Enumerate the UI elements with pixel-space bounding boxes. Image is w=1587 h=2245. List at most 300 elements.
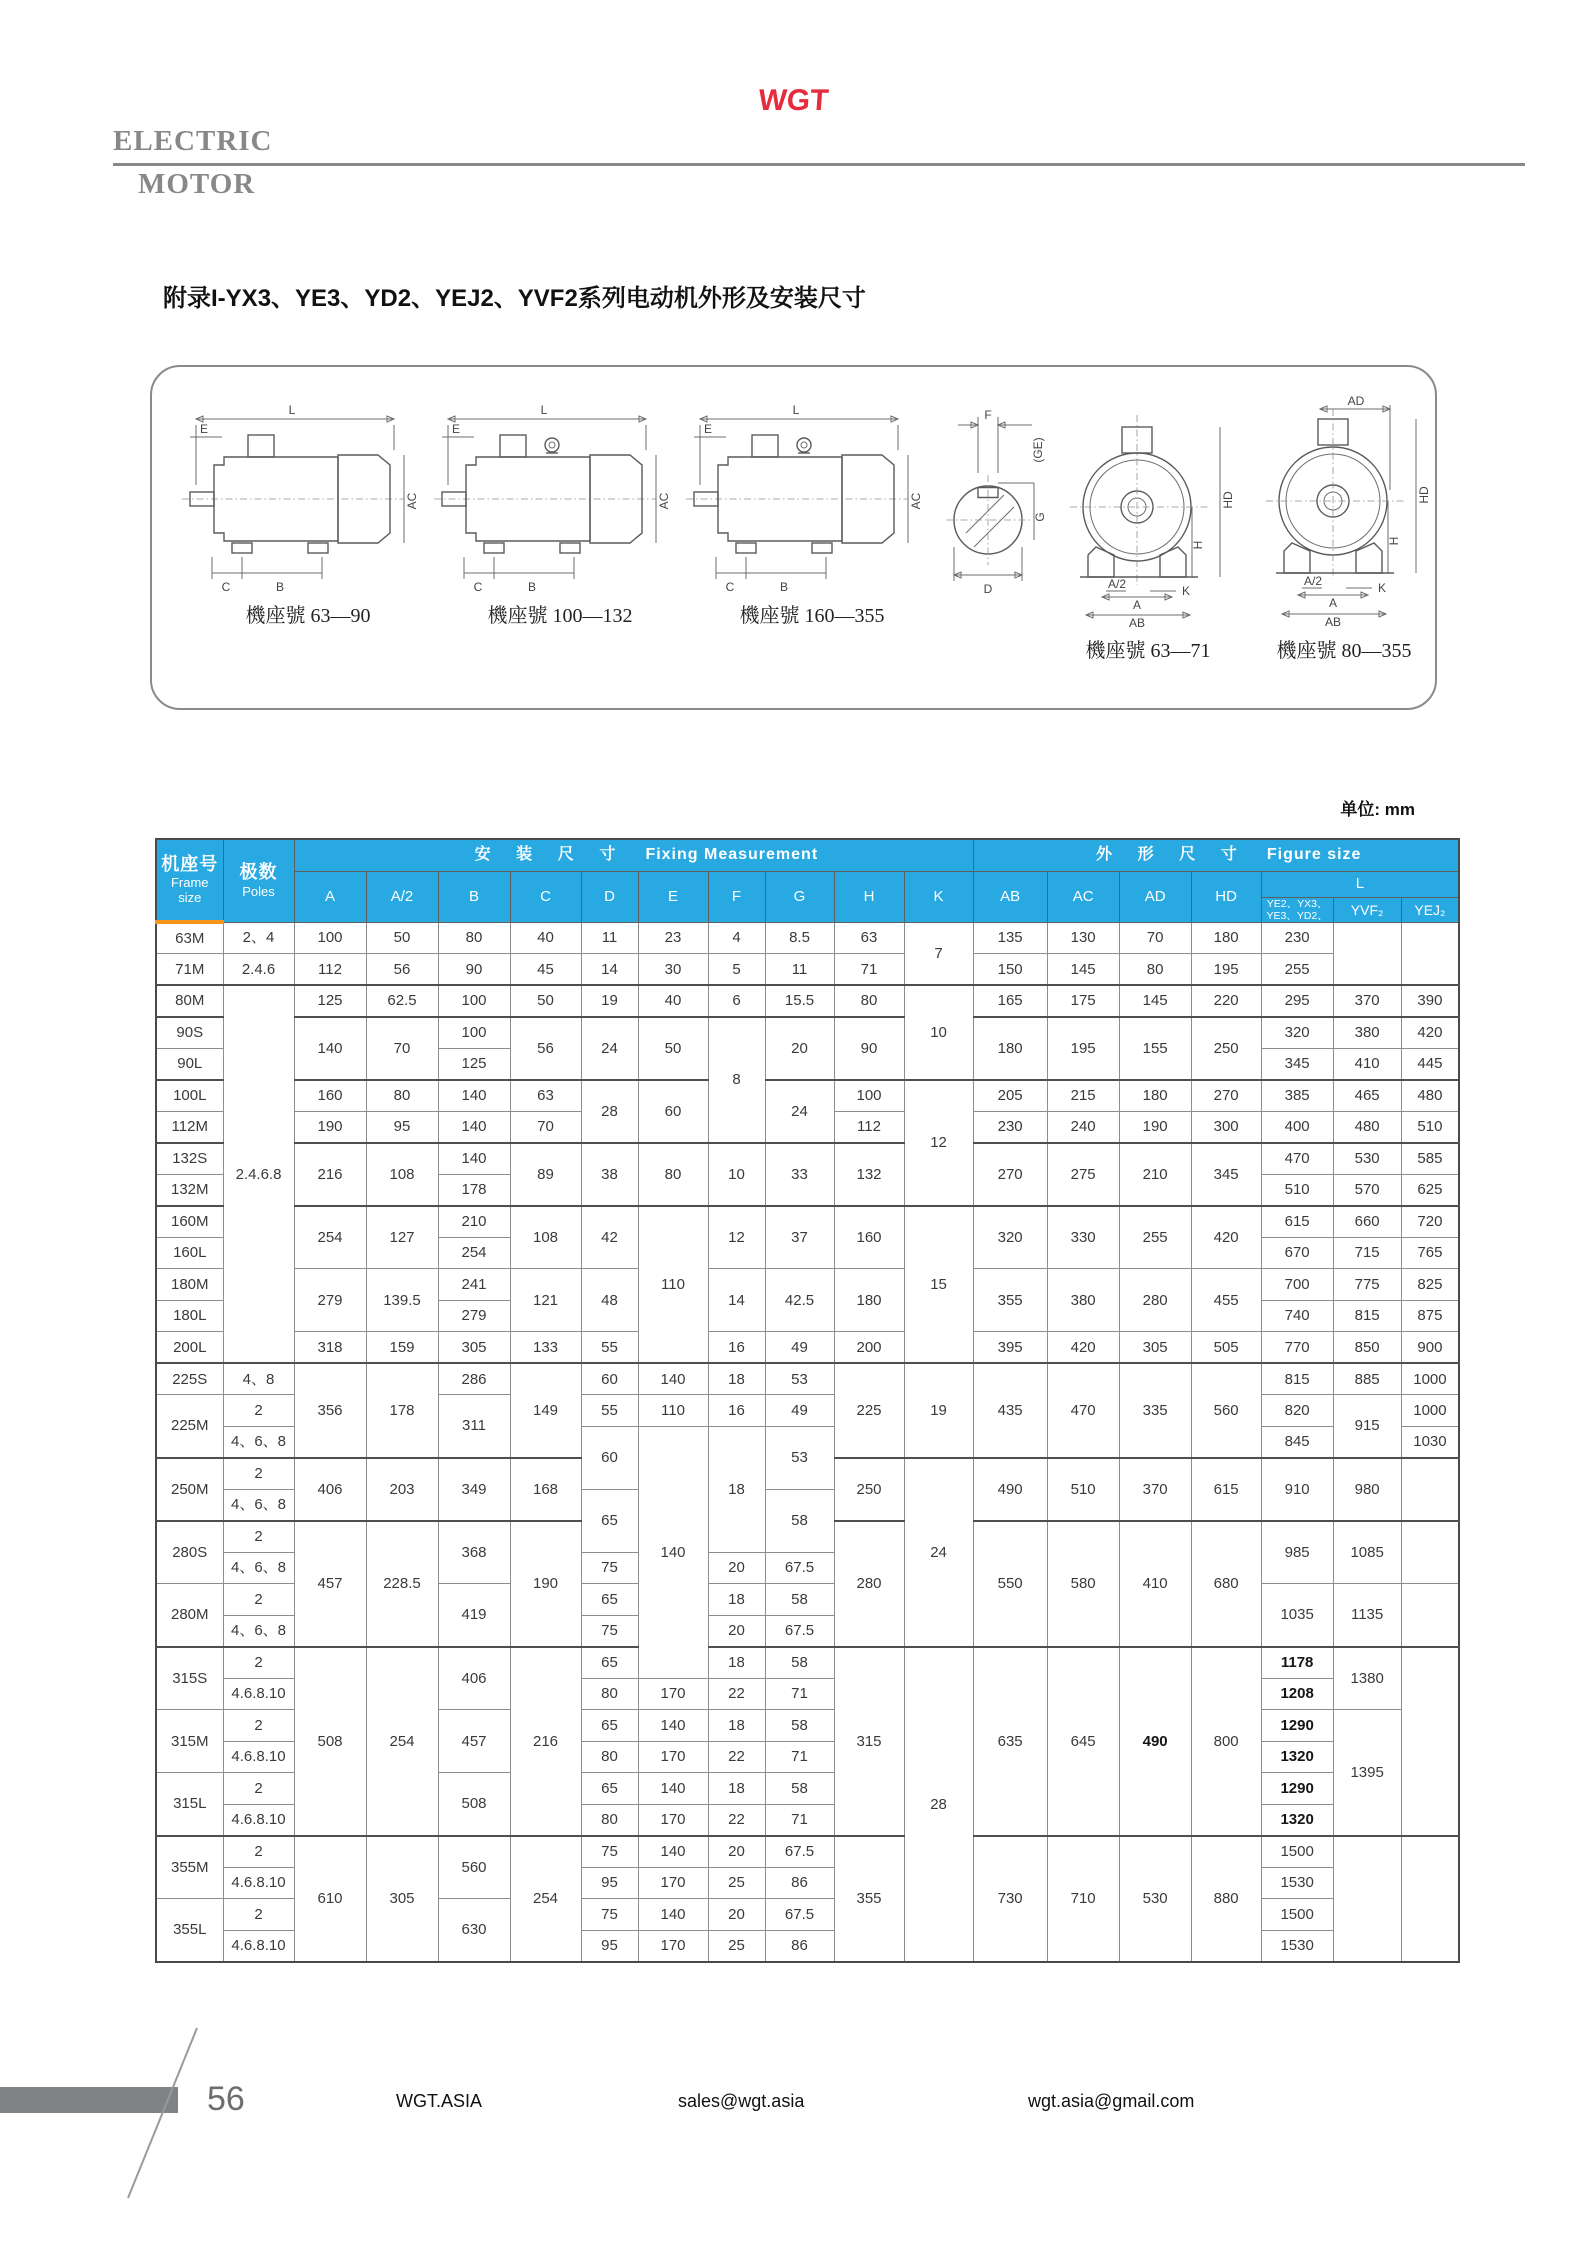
table-cell: 510 [1401, 1111, 1459, 1143]
table-cell: 80 [581, 1804, 638, 1836]
header-frame-size [156, 839, 223, 922]
wgt-logo: WGT [757, 84, 830, 117]
table-cell: 40 [638, 985, 708, 1017]
header-col-B: B [438, 871, 510, 922]
table-cell: 220 [1191, 985, 1261, 1017]
table-cell: 250 [834, 1458, 904, 1521]
table-cell: 140 [638, 1899, 708, 1931]
title-suffix: 系列电动机外形及安装尺寸 [577, 285, 866, 312]
table-cell: 38 [581, 1143, 638, 1206]
svg-text:L: L [540, 403, 548, 417]
header-col-AD: AD [1119, 871, 1191, 922]
table-cell: 254 [294, 1206, 366, 1269]
table-cell: 570 [1333, 1174, 1401, 1206]
table-cell: 180 [1191, 922, 1261, 954]
frame-cell: 355M [156, 1836, 223, 1899]
table-cell: 60 [638, 1080, 708, 1143]
table-cell: 49 [765, 1332, 834, 1364]
table-cell: 170 [638, 1930, 708, 1962]
table-cell: 125 [294, 985, 366, 1017]
table-cell: 455 [1191, 1269, 1261, 1332]
table-cell: 8 [708, 1017, 765, 1143]
table-cell: 8.5 [765, 922, 834, 954]
table-cell: 615 [1191, 1458, 1261, 1521]
table-cell: 140 [638, 1426, 708, 1678]
svg-text:G: G [1033, 512, 1047, 522]
table-cell: 16 [708, 1395, 765, 1427]
table-cell [1401, 1647, 1459, 1836]
table-cell: 18 [708, 1647, 765, 1679]
table-cell: 345 [1191, 1143, 1261, 1206]
frame-cell: 315L [156, 1773, 223, 1836]
table-cell: 18 [708, 1426, 765, 1552]
frame-cell: 180M [156, 1269, 223, 1301]
table-cell: 11 [765, 954, 834, 986]
table-cell: 320 [973, 1206, 1047, 1269]
frame-cell: 90S [156, 1017, 223, 1049]
table-cell: 110 [638, 1395, 708, 1427]
table-cell: 127 [366, 1206, 438, 1269]
table-cell: 18 [708, 1584, 765, 1616]
table-cell: 80 [581, 1741, 638, 1773]
table-cell: 45 [510, 954, 581, 986]
table-cell: 165 [973, 985, 1047, 1017]
table-cell: 254 [510, 1836, 581, 1962]
table-cell: 410 [1119, 1521, 1191, 1647]
header-fixing-en: Fixing Measurement [645, 846, 819, 864]
table-cell: 80 [366, 1080, 438, 1112]
footer-email-sales: sales@wgt.asia [678, 2091, 805, 2111]
table-cell: 980 [1333, 1458, 1401, 1521]
table-cell: 23 [638, 922, 708, 954]
table-cell: 50 [510, 985, 581, 1017]
table-cell: 815 [1333, 1300, 1401, 1332]
table-cell: 14 [708, 1269, 765, 1332]
motor-side-drawing [182, 395, 434, 595]
poles-cell: 4、6、8 [223, 1489, 294, 1521]
table-cell: 125 [438, 1048, 510, 1080]
table-cell: 355 [973, 1269, 1047, 1332]
table-cell: 815 [1261, 1363, 1333, 1395]
table-cell: 135 [973, 922, 1047, 954]
table-cell: 845 [1261, 1426, 1333, 1458]
table-cell: 80 [834, 985, 904, 1017]
table-cell: 349 [438, 1458, 510, 1521]
table-cell: 985 [1261, 1521, 1333, 1584]
frame-cell: 180L [156, 1300, 223, 1332]
table-cell: 65 [581, 1710, 638, 1742]
table-cell: 279 [294, 1269, 366, 1332]
table-cell: 318 [294, 1332, 366, 1364]
table-cell: 19 [904, 1363, 973, 1458]
table-cell: 132 [834, 1143, 904, 1206]
table-cell: 765 [1401, 1237, 1459, 1269]
table-cell: 22 [708, 1741, 765, 1773]
table-cell: 170 [638, 1804, 708, 1836]
table-cell: 420 [1191, 1206, 1261, 1269]
table-cell: 56 [366, 954, 438, 986]
header-col-G: G [765, 871, 834, 922]
svg-text:H: H [1191, 540, 1205, 550]
header-col-E: E [638, 871, 708, 922]
table-cell: 5 [708, 954, 765, 986]
table-cell: 1030 [1401, 1426, 1459, 1458]
table-cell: 71 [765, 1678, 834, 1710]
table-cell: 33 [765, 1143, 834, 1206]
table-cell: 700 [1261, 1269, 1333, 1301]
frame-cell: 250M [156, 1458, 223, 1521]
table-cell: 16 [708, 1332, 765, 1364]
table-cell: 215 [1047, 1080, 1119, 1112]
table-cell: 20 [708, 1615, 765, 1647]
table-cell: 315 [834, 1647, 904, 1836]
svg-text:AD: AD [1347, 395, 1365, 408]
table-cell: 6 [708, 985, 765, 1017]
table-cell: 90 [438, 954, 510, 986]
motor-front-drawing [1050, 395, 1246, 630]
svg-text:E: E [452, 422, 461, 436]
table-cell: 112 [834, 1111, 904, 1143]
frame-cell: 280M [156, 1584, 223, 1647]
table-cell: 370 [1119, 1458, 1191, 1521]
svg-text:AC: AC [909, 492, 923, 510]
table-cell: 10 [708, 1143, 765, 1206]
unit-label: 单位: mm [1340, 800, 1415, 819]
svg-text:HD: HD [1221, 491, 1235, 509]
table-cell: 190 [294, 1111, 366, 1143]
table-cell: 195 [1047, 1017, 1119, 1080]
table-cell: 305 [438, 1332, 510, 1364]
header-col-YEJ2: YEJ₂ [1401, 897, 1459, 922]
frame-cell: 71M [156, 954, 223, 986]
table-cell: 470 [1261, 1143, 1333, 1175]
table-cell: 25 [708, 1930, 765, 1962]
table-cell: 1290 [1261, 1773, 1333, 1805]
table-cell: 1320 [1261, 1741, 1333, 1773]
dimension-table-body [156, 922, 1459, 1962]
table-cell: 80 [638, 1143, 708, 1206]
drawing-caption: 機座號 63—90 [245, 605, 371, 627]
table-cell: 155 [1119, 1017, 1191, 1080]
table-cell: 100 [294, 922, 366, 954]
table-cell: 22 [708, 1804, 765, 1836]
motor-side-view-160-355 [686, 395, 938, 628]
table-cell: 490 [1119, 1647, 1191, 1836]
table-cell: 305 [1119, 1332, 1191, 1364]
header-l-series-line2: YE3、YD2、 [1266, 909, 1328, 922]
header-col-A2: A/2 [366, 871, 438, 922]
table-cell [1401, 1521, 1459, 1584]
header-col-HD: HD [1191, 871, 1261, 922]
table-cell: 60 [581, 1426, 638, 1489]
table-cell: 110 [638, 1206, 708, 1364]
table-cell: 20 [708, 1836, 765, 1868]
table-cell: 30 [638, 954, 708, 986]
header-poles-en: Poles [242, 883, 275, 899]
svg-text:H: H [1387, 536, 1401, 546]
table-cell: 56 [510, 1017, 581, 1080]
table-cell: 255 [1261, 954, 1333, 986]
table-cell: 70 [1119, 922, 1191, 954]
table-cell: 140 [294, 1017, 366, 1080]
dimension-table [155, 838, 1460, 1963]
table-cell: 419 [438, 1584, 510, 1647]
table-cell: 200 [834, 1332, 904, 1364]
table-cell: 80 [1119, 954, 1191, 986]
table-cell: 15 [904, 1206, 973, 1364]
table-cell: 1178 [1261, 1647, 1333, 1679]
table-cell: 195 [1191, 954, 1261, 986]
table-cell: 180 [1119, 1080, 1191, 1112]
table-cell: 18 [708, 1710, 765, 1742]
table-cell: 170 [638, 1678, 708, 1710]
poles-cell: 4、6、8 [223, 1615, 294, 1647]
table-cell: 180 [834, 1269, 904, 1332]
table-cell: 112 [294, 954, 366, 986]
table-cell: 580 [1047, 1521, 1119, 1647]
table-cell: 345 [1261, 1048, 1333, 1080]
table-cell: 58 [765, 1710, 834, 1742]
table-cell: 86 [765, 1867, 834, 1899]
table-cell: 335 [1119, 1363, 1191, 1458]
table-cell: 1085 [1333, 1521, 1401, 1584]
svg-text:C: C [725, 580, 735, 594]
table-cell: 630 [438, 1899, 510, 1962]
header-figure-size [973, 839, 1459, 871]
table-cell: 295 [1261, 985, 1333, 1017]
table-cell: 820 [1261, 1395, 1333, 1427]
table-cell: 70 [510, 1111, 581, 1143]
header-figure-zh: 外形尺寸 [1096, 846, 1263, 864]
brand-divider [113, 163, 1525, 166]
table-cell: 1500 [1261, 1899, 1333, 1931]
table-cell: 280 [1119, 1269, 1191, 1332]
table-cell: 205 [973, 1080, 1047, 1112]
frame-cell: 132S [156, 1143, 223, 1175]
table-cell: 65 [581, 1647, 638, 1679]
frame-cell: 225M [156, 1395, 223, 1458]
table-cell: 300 [1191, 1111, 1261, 1143]
table-cell: 75 [581, 1899, 638, 1931]
drawing-caption: 機座號 100—132 [487, 605, 633, 627]
table-cell: 445 [1401, 1048, 1459, 1080]
poles-cell: 4、6、8 [223, 1426, 294, 1458]
table-cell: 1380 [1333, 1647, 1401, 1710]
svg-text:(GE): (GE) [1031, 437, 1045, 463]
table-cell: 380 [1047, 1269, 1119, 1332]
table-cell: 775 [1333, 1269, 1401, 1301]
table-cell: 55 [581, 1332, 638, 1364]
header-frame-en: Frame size [170, 875, 209, 906]
motor-side-drawing [686, 395, 938, 595]
svg-text:K: K [1182, 584, 1191, 598]
poles-cell: 2 [223, 1521, 294, 1553]
table-cell: 20 [708, 1552, 765, 1584]
header-col-AB: AB [973, 871, 1047, 922]
table-cell: 470 [1047, 1363, 1119, 1458]
poles-cell: 4、6、8 [223, 1552, 294, 1584]
frame-cell: 80M [156, 985, 223, 1017]
table-cell: 900 [1401, 1332, 1459, 1364]
frame-cell: 315M [156, 1710, 223, 1773]
table-cell: 63 [510, 1080, 581, 1112]
table-cell: 22 [708, 1678, 765, 1710]
table-cell: 390 [1401, 985, 1459, 1017]
header-col-L-series [1261, 897, 1333, 922]
table-cell: 12 [904, 1080, 973, 1206]
table-cell: 560 [438, 1836, 510, 1899]
table-cell: 170 [638, 1867, 708, 1899]
table-cell: 140 [638, 1710, 708, 1742]
table-cell [1333, 922, 1401, 985]
table-cell [1401, 1836, 1459, 1962]
table-cell: 15.5 [765, 985, 834, 1017]
table-cell: 159 [366, 1332, 438, 1364]
title-prefix: 附录I- [163, 285, 226, 312]
poles-cell: 2、4 [223, 922, 294, 954]
table-cell: 355 [834, 1836, 904, 1962]
table-cell: 305 [366, 1836, 438, 1962]
table-cell: 406 [294, 1458, 366, 1521]
table-cell: 420 [1401, 1017, 1459, 1049]
table-cell: 140 [438, 1111, 510, 1143]
table-cell: 100 [834, 1080, 904, 1112]
table-cell: 140 [638, 1363, 708, 1395]
table-cell: 715 [1333, 1237, 1401, 1269]
table-cell: 480 [1333, 1111, 1401, 1143]
header-col-C: C [510, 871, 581, 922]
table-cell: 50 [366, 922, 438, 954]
frame-cell: 225S [156, 1363, 223, 1395]
frame-cell: 315S [156, 1647, 223, 1710]
header-fixing-zh: 安装尺寸 [474, 846, 641, 864]
footer-email-gmail: wgt.asia@gmail.com [1028, 2091, 1195, 2111]
poles-cell: 4.6.8.10 [223, 1741, 294, 1773]
table-cell: 53 [765, 1426, 834, 1489]
header-col-L: L [1261, 871, 1459, 897]
shaft-end-detail [938, 395, 1050, 605]
frame-cell: 280S [156, 1521, 223, 1584]
table-cell: 457 [294, 1521, 366, 1647]
svg-text:C: C [221, 580, 231, 594]
table-cell: 100 [438, 985, 510, 1017]
table-cell: 406 [438, 1647, 510, 1710]
svg-text:B: B [527, 580, 537, 594]
svg-text:AB: AB [1324, 615, 1342, 629]
table-cell: 1208 [1261, 1678, 1333, 1710]
table-cell: 210 [438, 1206, 510, 1238]
table-cell: 170 [638, 1741, 708, 1773]
table-cell: 770 [1261, 1332, 1333, 1364]
poles-cell: 2 [223, 1458, 294, 1490]
svg-text:AC: AC [657, 492, 671, 510]
table-cell: 225 [834, 1363, 904, 1458]
poles-cell: 4.6.8.10 [223, 1930, 294, 1962]
table-cell: 508 [438, 1773, 510, 1836]
table-cell: 58 [765, 1489, 834, 1552]
motor-front-view-63-71 [1050, 395, 1246, 663]
table-cell: 330 [1047, 1206, 1119, 1269]
frame-cell: 160L [156, 1237, 223, 1269]
table-cell: 10 [904, 985, 973, 1080]
table-cell: 25 [708, 1867, 765, 1899]
table-cell: 216 [510, 1647, 581, 1836]
table-cell: 40 [510, 922, 581, 954]
outline-drawings-panel [150, 365, 1437, 710]
header-col-F: F [708, 871, 765, 922]
table-cell: 67.5 [765, 1899, 834, 1931]
frame-cell: 63M [156, 922, 223, 954]
table-cell: 250 [1191, 1017, 1261, 1080]
table-cell: 108 [510, 1206, 581, 1269]
table-cell [1333, 1836, 1401, 1962]
table-cell: 510 [1261, 1174, 1333, 1206]
header-poles [223, 839, 294, 922]
table-cell: 71 [765, 1741, 834, 1773]
svg-text:AB: AB [1128, 616, 1146, 630]
shaft-detail-drawing [938, 395, 1050, 605]
table-cell: 12 [708, 1206, 765, 1269]
svg-text:E: E [704, 422, 713, 436]
table-cell: 1035 [1261, 1584, 1333, 1647]
table-cell: 910 [1261, 1458, 1333, 1521]
svg-text:A: A [1132, 598, 1142, 612]
table-cell: 80 [581, 1678, 638, 1710]
table-cell: 270 [973, 1143, 1047, 1206]
table-cell: 58 [765, 1773, 834, 1805]
table-cell: 145 [1119, 985, 1191, 1017]
table-cell: 385 [1261, 1080, 1333, 1112]
table-cell: 915 [1333, 1395, 1401, 1458]
table-cell: 75 [581, 1552, 638, 1584]
table-cell: 254 [366, 1647, 438, 1836]
table-cell: 70 [366, 1017, 438, 1080]
table-cell: 380 [1333, 1017, 1401, 1049]
table-cell: 850 [1333, 1332, 1401, 1364]
table-cell: 660 [1333, 1206, 1401, 1238]
title-series: YX3、YE3、YD2、YEJ2、YVF2 [225, 285, 578, 312]
table-cell: 270 [1191, 1080, 1261, 1112]
table-cell: 49 [765, 1395, 834, 1427]
poles-cell: 2 [223, 1773, 294, 1805]
table-cell: 71 [765, 1804, 834, 1836]
svg-text:C: C [473, 580, 483, 594]
table-cell: 1000 [1401, 1363, 1459, 1395]
header-fixing-measurement [294, 839, 973, 871]
svg-text:K: K [1378, 581, 1387, 595]
table-cell: 825 [1401, 1269, 1459, 1301]
svg-text:HD: HD [1417, 486, 1431, 504]
table-cell: 65 [581, 1489, 638, 1552]
svg-text:L: L [288, 403, 296, 417]
footer-website: WGT.ASIA [396, 2091, 483, 2111]
table-cell: 740 [1261, 1300, 1333, 1332]
table-cell: 55 [581, 1395, 638, 1427]
motor-side-view-63-90 [182, 395, 434, 628]
table-cell: 14 [581, 954, 638, 986]
motor-side-view-100-132 [434, 395, 686, 628]
table-cell: 625 [1401, 1174, 1459, 1206]
table-cell: 20 [765, 1017, 834, 1080]
table-cell: 230 [973, 1111, 1047, 1143]
table-cell: 435 [973, 1363, 1047, 1458]
table-cell: 356 [294, 1363, 366, 1458]
table-cell: 24 [581, 1017, 638, 1080]
table-cell: 320 [1261, 1017, 1333, 1049]
table-cell: 490 [973, 1458, 1047, 1521]
motor-front-view-80-355 [1246, 395, 1442, 663]
table-cell: 7 [904, 922, 973, 985]
